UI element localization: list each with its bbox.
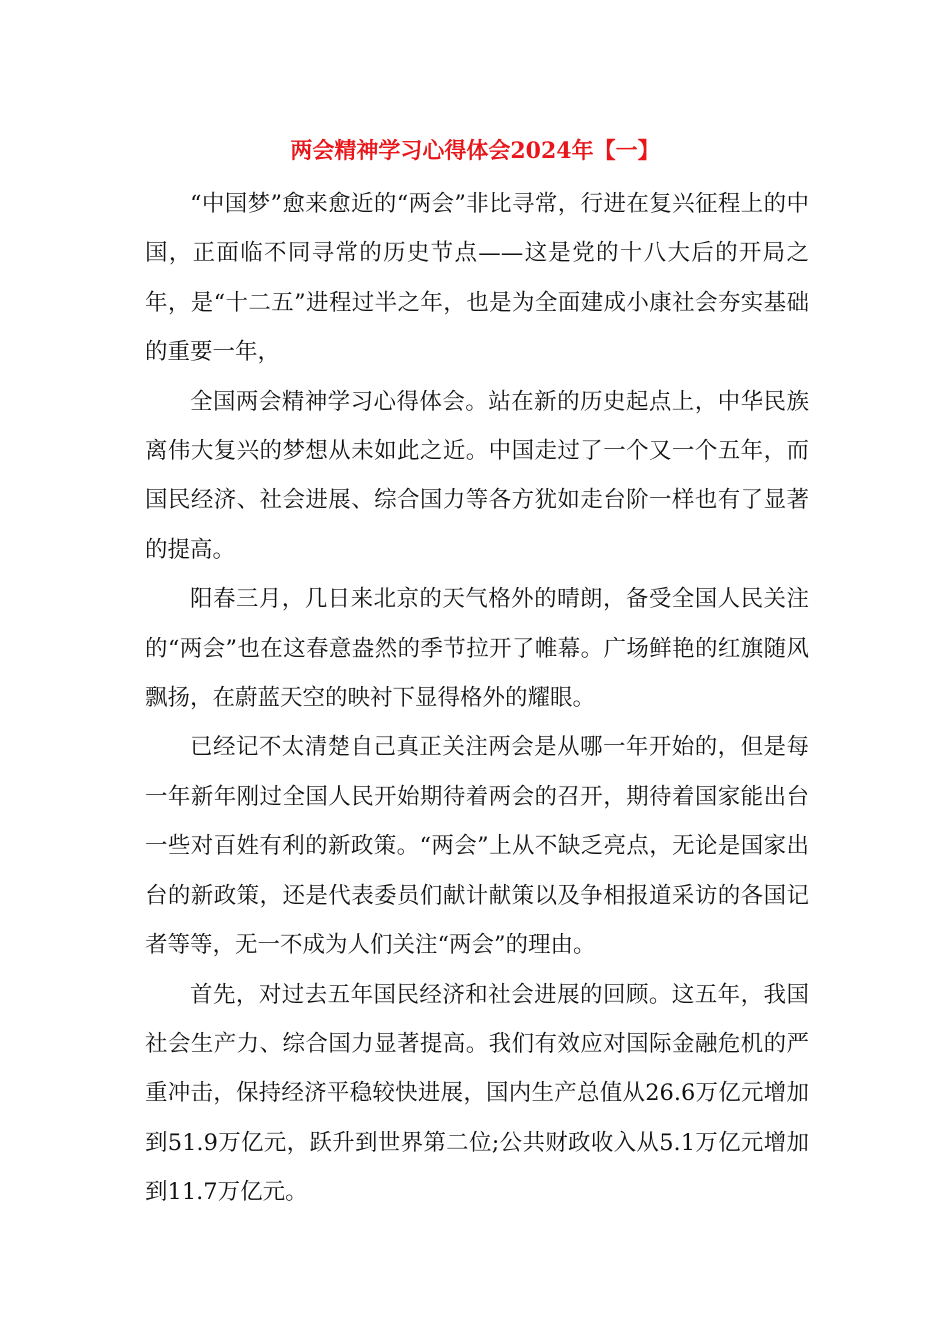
paragraph-1: “中国梦”愈来愈近的“两会”非比寻常，行进在复兴征程上的中国，正面临不同寻常的历史节点——这是党的十八大后的开局之年，是“十二五”进程过半之年，也是为全面建成小康社会夯实基础的重要一年，	[145, 191, 809, 366]
paragraph-3: 阳春三月，几日来北京的天气格外的晴朗，备受全国人民关注的“两会”也在这春意盎然的季节拉开了帷幕。广场鲜艳的红旗随风飘扬，在蔚蓝天空的映衬下显得格外的耀眼。	[145, 586, 809, 712]
paragraph-2: 全国两会精神学习心得体会。站在新的历史起点上，中华民族离伟大复兴的梦想从未如此之近。中国走过了一个又一个五年，而国民经济、社会进展、综合国力等各方犹如走台阶一样也有了显著的提高。	[145, 388, 809, 563]
document-body	[145, 180, 809, 1218]
page-title: 两会精神学习心得体会2024年【一】	[290, 138, 660, 164]
paragraph-4: 已经记不太清楚自己真正关注两会是从哪一年开始的，但是每一年新年刚过全国人民开始期待着两会的召开，期待着国家能出台一些对百姓有利的新政策。“两会”上从不缺乏亮点，无论是国家出台的新政策，还是代表委员们献计献策以及争相报道采访的各国记者等等，无一不成为人们关注“两会”的理由。	[145, 734, 809, 959]
paragraph-5: 首先，对过去五年国民经济和社会进展的回顾。这五年，我国社会生产力、综合国力显著提高。我们有效应对国际金融危机的严重冲击，保持经济平稳较快进展，国内生产总值从26.6万亿元增加到51.9万亿元，跃升到世界第二位;公共财政收入从5.1万亿元增加到11.7万亿元。	[145, 981, 809, 1206]
